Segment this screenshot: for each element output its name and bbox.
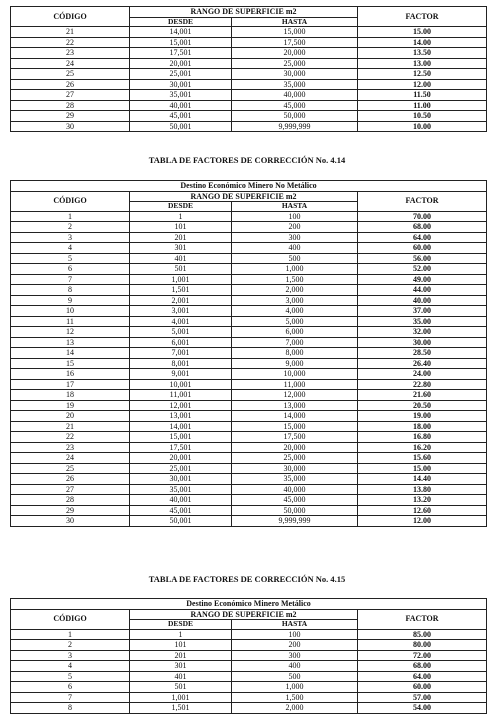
cell-hasta: 50,000 [232, 111, 358, 122]
cell-hasta: 100 [232, 629, 358, 640]
table-row [11, 661, 487, 672]
cell-desde: 501 [130, 682, 232, 693]
cell-hasta: 17,500 [232, 432, 358, 443]
cell-desde: 1,501 [130, 703, 232, 714]
cell-factor: 64.00 [358, 671, 487, 682]
table-row [11, 629, 487, 640]
table-row [11, 27, 487, 38]
cell-factor: 64.00 [358, 232, 487, 243]
cell-hasta: 500 [232, 253, 358, 264]
cell-factor: 24.00 [358, 369, 487, 380]
cell-hasta: 20,000 [232, 48, 358, 59]
cell-codigo: 2 [11, 222, 130, 233]
cell-codigo: 28 [11, 100, 130, 111]
cell-hasta: 45,000 [232, 495, 358, 506]
cell-hasta: 400 [232, 243, 358, 254]
cell-codigo: 25 [11, 463, 130, 474]
cell-desde: 1,001 [130, 274, 232, 285]
factor-table-3 [10, 598, 487, 714]
cell-codigo: 14 [11, 348, 130, 359]
table-row [11, 48, 487, 59]
cell-desde: 11,001 [130, 390, 232, 401]
header-rango: RANGO DE SUPERFICIE m2 [130, 609, 358, 620]
cell-desde: 20,001 [130, 58, 232, 69]
cell-codigo: 5 [11, 671, 130, 682]
table-row [11, 253, 487, 264]
cell-hasta: 2,000 [232, 285, 358, 296]
cell-codigo: 4 [11, 243, 130, 254]
table-row [11, 682, 487, 693]
cell-desde: 25,001 [130, 463, 232, 474]
cell-hasta: 1,500 [232, 692, 358, 703]
cell-hasta: 200 [232, 640, 358, 651]
cell-hasta: 30,000 [232, 463, 358, 474]
cell-factor: 28.50 [358, 348, 487, 359]
cell-desde: 201 [130, 232, 232, 243]
cell-factor: 40.00 [358, 295, 487, 306]
header-desde: DESDE [130, 620, 232, 630]
cell-hasta: 300 [232, 650, 358, 661]
cell-desde: 14,001 [130, 27, 232, 38]
cell-factor: 16.80 [358, 432, 487, 443]
cell-hasta: 400 [232, 661, 358, 672]
cell-codigo: 2 [11, 640, 130, 651]
cell-factor: 19.00 [358, 411, 487, 422]
cell-hasta: 1,000 [232, 264, 358, 275]
cell-factor: 12.00 [358, 516, 487, 527]
cell-codigo: 22 [11, 37, 130, 48]
cell-desde: 501 [130, 264, 232, 275]
cell-codigo: 1 [11, 211, 130, 222]
cell-desde: 14,001 [130, 421, 232, 432]
cell-hasta: 40,000 [232, 90, 358, 101]
table-row [11, 285, 487, 296]
cell-desde: 15,001 [130, 37, 232, 48]
cell-desde: 301 [130, 661, 232, 672]
cell-hasta: 500 [232, 671, 358, 682]
cell-codigo: 1 [11, 629, 130, 640]
cell-hasta: 45,000 [232, 100, 358, 111]
cell-hasta: 20,000 [232, 442, 358, 453]
cell-codigo: 7 [11, 274, 130, 285]
cell-desde: 401 [130, 671, 232, 682]
cell-factor: 35.00 [358, 316, 487, 327]
table-row [11, 516, 487, 527]
cell-desde: 50,001 [130, 121, 232, 132]
cell-factor: 52.00 [358, 264, 487, 275]
cell-factor: 11.50 [358, 90, 487, 101]
header-codigo: CÓDIGO [11, 7, 130, 27]
table-row [11, 453, 487, 464]
header-hasta: HASTA [232, 202, 358, 212]
cell-codigo: 18 [11, 390, 130, 401]
cell-desde: 30,001 [130, 474, 232, 485]
table-row [11, 650, 487, 661]
cell-codigo: 5 [11, 253, 130, 264]
cell-desde: 9,001 [130, 369, 232, 380]
cell-hasta: 9,999,999 [232, 516, 358, 527]
table-row [11, 211, 487, 222]
cell-factor: 37.00 [358, 306, 487, 317]
table-row [11, 379, 487, 390]
table-caption-4-15: TABLA DE FACTORES DE CORRECCIÓN No. 4.15 [148, 574, 346, 584]
cell-factor: 11.00 [358, 100, 487, 111]
cell-codigo: 7 [11, 692, 130, 703]
cell-codigo: 24 [11, 58, 130, 69]
table-row [11, 671, 487, 682]
cell-hasta: 50,000 [232, 505, 358, 516]
cell-codigo: 19 [11, 400, 130, 411]
table-row [11, 495, 487, 506]
cell-factor: 15.60 [358, 453, 487, 464]
cell-codigo: 27 [11, 484, 130, 495]
cell-hasta: 9,000 [232, 358, 358, 369]
cell-desde: 40,001 [130, 495, 232, 506]
cell-factor: 14.40 [358, 474, 487, 485]
cell-codigo: 4 [11, 661, 130, 672]
cell-codigo: 9 [11, 295, 130, 306]
cell-desde: 4,001 [130, 316, 232, 327]
cell-codigo: 21 [11, 421, 130, 432]
cell-desde: 301 [130, 243, 232, 254]
table-row [11, 505, 487, 516]
cell-codigo: 8 [11, 285, 130, 296]
cell-factor: 13.20 [358, 495, 487, 506]
cell-factor: 10.00 [358, 121, 487, 132]
cell-factor: 15.00 [358, 27, 487, 38]
cell-factor: 26.40 [358, 358, 487, 369]
cell-desde: 10,001 [130, 379, 232, 390]
table-row [11, 295, 487, 306]
cell-codigo: 12 [11, 327, 130, 338]
cell-factor: 85.00 [358, 629, 487, 640]
cell-desde: 35,001 [130, 484, 232, 495]
factor-table-2 [10, 180, 487, 527]
cell-hasta: 100 [232, 211, 358, 222]
table-row [11, 484, 487, 495]
table-row [11, 474, 487, 485]
table-row [11, 316, 487, 327]
cell-factor: 60.00 [358, 682, 487, 693]
cell-desde: 7,001 [130, 348, 232, 359]
cell-desde: 35,001 [130, 90, 232, 101]
cell-codigo: 27 [11, 90, 130, 101]
cell-factor: 72.00 [358, 650, 487, 661]
cell-factor: 21.60 [358, 390, 487, 401]
table-row [11, 274, 487, 285]
cell-hasta: 30,000 [232, 69, 358, 80]
cell-hasta: 25,000 [232, 58, 358, 69]
cell-codigo: 29 [11, 111, 130, 122]
cell-codigo: 29 [11, 505, 130, 516]
cell-desde: 20,001 [130, 453, 232, 464]
table-row [11, 58, 487, 69]
cell-factor: 15.00 [358, 463, 487, 474]
cell-hasta: 40,000 [232, 484, 358, 495]
table-row [11, 442, 487, 453]
header-rango: RANGO DE SUPERFICIE m2 [130, 191, 358, 202]
cell-hasta: 10,000 [232, 369, 358, 380]
table-row [11, 306, 487, 317]
cell-factor: 22.80 [358, 379, 487, 390]
table-row [11, 421, 487, 432]
cell-codigo: 8 [11, 703, 130, 714]
table-row [11, 37, 487, 48]
cell-desde: 45,001 [130, 111, 232, 122]
header-desde: DESDE [130, 17, 232, 27]
cell-hasta: 4,000 [232, 306, 358, 317]
cell-factor: 16.20 [358, 442, 487, 453]
cell-hasta: 15,000 [232, 27, 358, 38]
cell-codigo: 21 [11, 27, 130, 38]
table-row [11, 703, 487, 714]
cell-desde: 2,001 [130, 295, 232, 306]
table-title: Destino Económico Minero Metálico [11, 599, 487, 610]
cell-desde: 17,501 [130, 48, 232, 59]
table-row [11, 463, 487, 474]
table-row [11, 264, 487, 275]
table-row [11, 327, 487, 338]
cell-hasta: 35,000 [232, 79, 358, 90]
table-row [11, 69, 487, 80]
table-4-15 [10, 598, 486, 714]
cell-desde: 45,001 [130, 505, 232, 516]
table-title: Destino Económico Minero No Metálico [11, 181, 487, 192]
header-hasta: HASTA [232, 17, 358, 27]
cell-factor: 14.00 [358, 37, 487, 48]
header-factor: FACTOR [358, 609, 487, 629]
cell-factor: 44.00 [358, 285, 487, 296]
cell-factor: 10.50 [358, 111, 487, 122]
cell-factor: 32.00 [358, 327, 487, 338]
factor-table-1 [10, 6, 487, 132]
cell-hasta: 13,000 [232, 400, 358, 411]
cell-hasta: 7,000 [232, 337, 358, 348]
cell-desde: 15,001 [130, 432, 232, 443]
cell-factor: 57.00 [358, 692, 487, 703]
table-row [11, 121, 487, 132]
cell-codigo: 10 [11, 306, 130, 317]
cell-codigo: 3 [11, 650, 130, 661]
cell-codigo: 3 [11, 232, 130, 243]
cell-factor: 68.00 [358, 661, 487, 672]
cell-hasta: 8,000 [232, 348, 358, 359]
cell-factor: 68.00 [358, 222, 487, 233]
cell-factor: 12.60 [358, 505, 487, 516]
cell-desde: 1,501 [130, 285, 232, 296]
cell-desde: 30,001 [130, 79, 232, 90]
cell-hasta: 11,000 [232, 379, 358, 390]
cell-codigo: 22 [11, 432, 130, 443]
cell-factor: 12.00 [358, 79, 487, 90]
cell-factor: 49.00 [358, 274, 487, 285]
cell-factor: 13.80 [358, 484, 487, 495]
table-row [11, 358, 487, 369]
table-row [11, 400, 487, 411]
cell-factor: 18.00 [358, 421, 487, 432]
cell-codigo: 28 [11, 495, 130, 506]
table-continuation [10, 6, 486, 132]
cell-codigo: 23 [11, 48, 130, 59]
cell-codigo: 11 [11, 316, 130, 327]
cell-desde: 101 [130, 222, 232, 233]
table-4-14 [10, 180, 486, 527]
header-factor: FACTOR [358, 7, 487, 27]
table-row [11, 369, 487, 380]
table-row [11, 79, 487, 90]
cell-codigo: 24 [11, 453, 130, 464]
cell-hasta: 3,000 [232, 295, 358, 306]
table-row [11, 432, 487, 443]
cell-hasta: 2,000 [232, 703, 358, 714]
cell-hasta: 25,000 [232, 453, 358, 464]
cell-desde: 1,001 [130, 692, 232, 703]
cell-codigo: 26 [11, 474, 130, 485]
table-row [11, 222, 487, 233]
header-hasta: HASTA [232, 620, 358, 630]
cell-factor: 13.50 [358, 48, 487, 59]
table-row [11, 90, 487, 101]
cell-factor: 56.00 [358, 253, 487, 264]
table-row [11, 390, 487, 401]
header-rango: RANGO DE SUPERFICIE m2 [130, 7, 358, 18]
table-row [11, 411, 487, 422]
cell-factor: 13.00 [358, 58, 487, 69]
cell-factor: 60.00 [358, 243, 487, 254]
cell-factor: 70.00 [358, 211, 487, 222]
cell-factor: 30.00 [358, 337, 487, 348]
cell-codigo: 17 [11, 379, 130, 390]
table-row [11, 348, 487, 359]
cell-codigo: 6 [11, 682, 130, 693]
cell-hasta: 35,000 [232, 474, 358, 485]
cell-hasta: 17,500 [232, 37, 358, 48]
cell-desde: 5,001 [130, 327, 232, 338]
cell-desde: 17,501 [130, 442, 232, 453]
cell-desde: 8,001 [130, 358, 232, 369]
cell-factor: 54.00 [358, 703, 487, 714]
cell-desde: 401 [130, 253, 232, 264]
cell-hasta: 1,500 [232, 274, 358, 285]
table-row [11, 692, 487, 703]
cell-desde: 6,001 [130, 337, 232, 348]
cell-codigo: 20 [11, 411, 130, 422]
cell-codigo: 15 [11, 358, 130, 369]
cell-codigo: 26 [11, 79, 130, 90]
cell-factor: 20.50 [358, 400, 487, 411]
cell-codigo: 23 [11, 442, 130, 453]
table-row [11, 232, 487, 243]
cell-hasta: 300 [232, 232, 358, 243]
cell-desde: 3,001 [130, 306, 232, 317]
cell-hasta: 9,999,999 [232, 121, 358, 132]
cell-hasta: 5,000 [232, 316, 358, 327]
cell-desde: 13,001 [130, 411, 232, 422]
cell-codigo: 30 [11, 121, 130, 132]
table-row [11, 640, 487, 651]
cell-hasta: 15,000 [232, 421, 358, 432]
cell-desde: 1 [130, 629, 232, 640]
cell-desde: 12,001 [130, 400, 232, 411]
cell-codigo: 13 [11, 337, 130, 348]
cell-codigo: 25 [11, 69, 130, 80]
cell-desde: 40,001 [130, 100, 232, 111]
header-desde: DESDE [130, 202, 232, 212]
cell-desde: 25,001 [130, 69, 232, 80]
cell-codigo: 16 [11, 369, 130, 380]
cell-factor: 12.50 [358, 69, 487, 80]
cell-hasta: 1,000 [232, 682, 358, 693]
cell-hasta: 12,000 [232, 390, 358, 401]
table-row [11, 100, 487, 111]
table-caption-4-14: TABLA DE FACTORES DE CORRECCIÓN No. 4.14 [148, 155, 346, 165]
cell-desde: 50,001 [130, 516, 232, 527]
cell-codigo: 30 [11, 516, 130, 527]
table-row [11, 243, 487, 254]
table-row [11, 111, 487, 122]
cell-hasta: 6,000 [232, 327, 358, 338]
cell-desde: 101 [130, 640, 232, 651]
cell-hasta: 200 [232, 222, 358, 233]
cell-factor: 80.00 [358, 640, 487, 651]
cell-codigo: 6 [11, 264, 130, 275]
header-codigo: CÓDIGO [11, 191, 130, 211]
cell-desde: 1 [130, 211, 232, 222]
header-factor: FACTOR [358, 191, 487, 211]
table-row [11, 337, 487, 348]
header-codigo: CÓDIGO [11, 609, 130, 629]
cell-hasta: 14,000 [232, 411, 358, 422]
cell-desde: 201 [130, 650, 232, 661]
